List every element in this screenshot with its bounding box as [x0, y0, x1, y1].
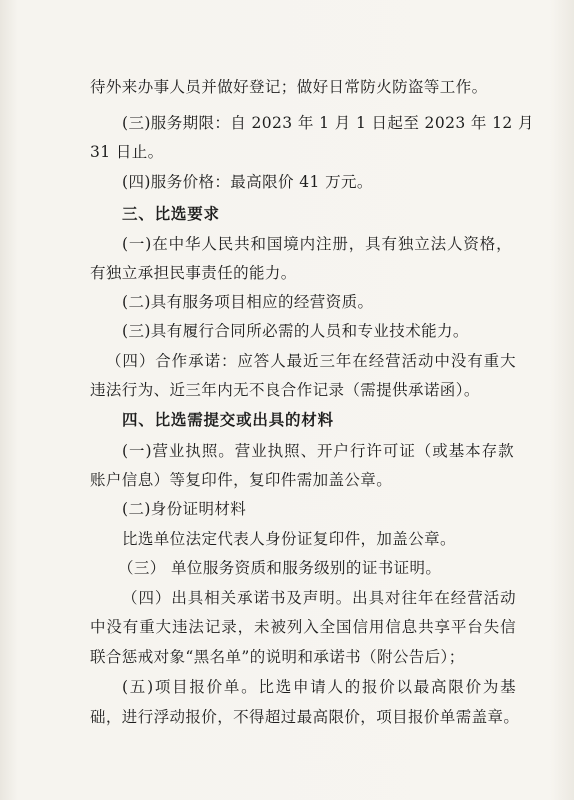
text-line-22: 础，进行浮动报价，不得超过最高限价，项目报价单需盖章。 — [90, 708, 520, 726]
text-line-1: 待外来办事人员并做好登记；做好日常防火防盗等工作。 — [90, 78, 488, 96]
text-line-19: 中没有重大违法记录，未被列入全国信用信息共享平台失信 — [90, 618, 516, 636]
text-line-13: (一)营业执照。营业执照、开户行许可证（或基本存款 — [122, 442, 514, 460]
text-line-4: (四)服务价格：最高限价 41 万元。 — [122, 173, 373, 191]
text-line-17: （三） 单位服务资质和服务级别的证书证明。 — [118, 559, 442, 577]
text-line-10: （四）合作承诺：应答人最近三年在经营活动中没有重大 — [106, 352, 516, 370]
text-line-6: (一)在中华人民共和国境内注册，具有独立法人资格， — [122, 235, 512, 253]
text-line-15: (二)身份证明材料 — [122, 500, 247, 518]
section-heading-4: 四、比选需提交或出具的材料 — [122, 411, 334, 429]
section-heading-3: 三、比选要求 — [122, 205, 220, 223]
text-line-16: 比选单位法定代表人身份证复印件，加盖公章。 — [122, 530, 456, 548]
text-line-7: 有独立承担民事责任的能力。 — [90, 264, 297, 282]
text-line-8: (二)具有服务项目相应的经营资质。 — [122, 293, 374, 311]
text-line-2: (三)服务期限：自 2023 年 1 月 1 日起至 2023 年 12 月 — [122, 114, 534, 132]
text-line-14: 账户信息）等复印件，复印件需加盖公章。 — [90, 471, 393, 489]
text-line-3: 31 日止。 — [90, 143, 164, 161]
text-line-20: 联合惩戒对象“黑名单”的说明和承诺书（附公告后）； — [90, 648, 465, 666]
text-line-9: (三)具有履行合同所必需的人员和专业技术能力。 — [122, 322, 469, 340]
text-line-11: 违法行为、近三年内无不良合作记录（需提供承诺函）。 — [90, 381, 480, 399]
text-line-21: (五)项目报价单。比选申请人的报价以最高限价为基 — [122, 678, 516, 696]
text-line-18: （四）出具相关承诺书及声明。出具对往年在经营活动 — [122, 589, 516, 607]
